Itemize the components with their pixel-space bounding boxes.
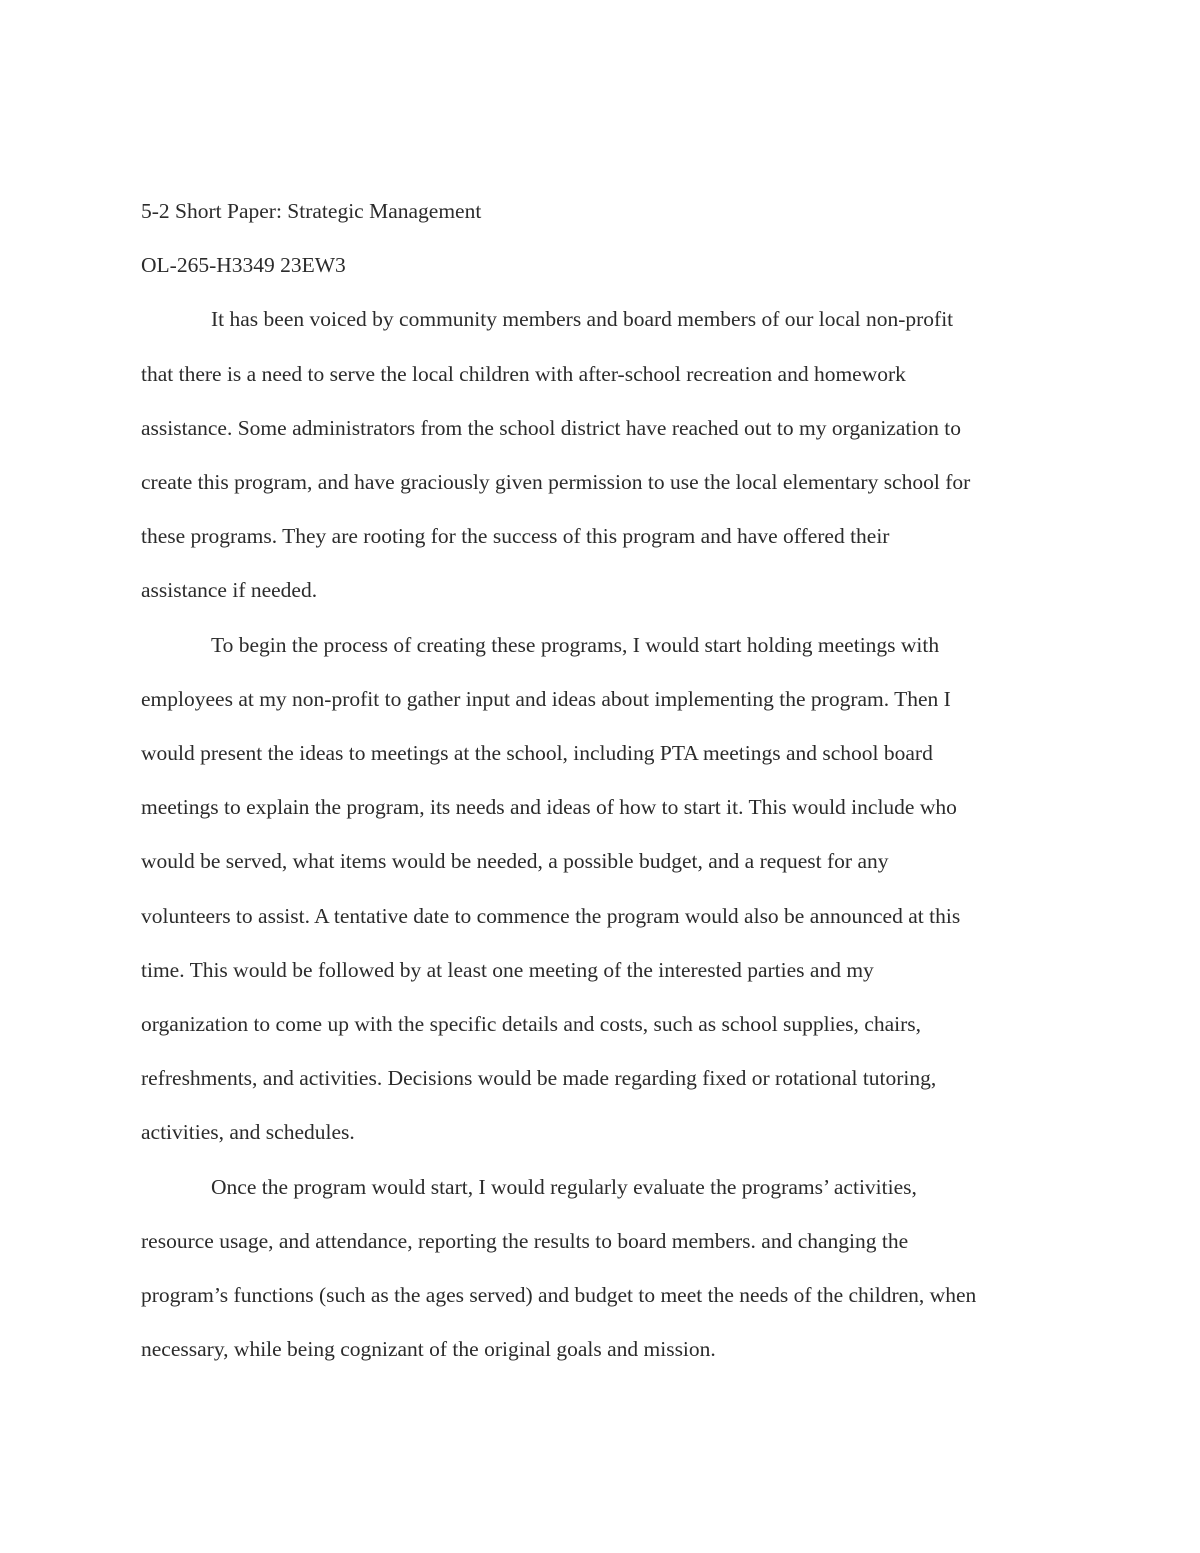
paragraph-line: these programs. They are rooting for the success of this program and have offered their [141,524,890,549]
paragraph-line: volunteers to assist. A tentative date to commence the program would also be announced at this [141,903,961,928]
paragraph-line: resource usage, and attendance, reporting the results to board members. and changing the [141,1228,909,1253]
paragraph-1 [141,292,1061,617]
paper-title: 5-2 Short Paper: Strategic Management [141,199,482,223]
paragraph-line: employees at my non-profit to gather input and ideas about implementing the program. Then I [141,686,951,711]
paragraph-line: would be served, what items would be needed, a possible budget, and a request for any [141,849,889,874]
paragraph-line: Once the program would start, I would regularly evaluate the programs’ activities, [211,1174,917,1199]
paragraph-line: would present the ideas to meetings at the school, including PTA meetings and school board [141,741,933,766]
paragraph-2 [141,618,1061,1160]
paragraph-line: refreshments, and activities. Decisions would be made regarding fixed or rotational tutoring, [141,1066,937,1091]
paragraph-3 [141,1160,1061,1377]
paragraph-line: assistance. Some administrators from the school district have reached out to my organization to [141,415,961,440]
paragraph-line: To begin the process of creating these programs, I would start holding meetings with [211,632,940,657]
paragraph-line: organization to come up with the specific details and costs, such as school supplies, chairs, [141,1012,921,1037]
paragraph-line: assistance if needed. [141,578,318,603]
document-body [141,184,1061,1376]
paragraph-line: activities, and schedules. [141,1120,355,1145]
paragraph-line: It has been voiced by community members and board members of our local non-profit [211,307,954,332]
paragraph-line: program’s functions (such as the ages served) and budget to meet the needs of the children, when [141,1283,977,1308]
course-code: OL-265-H3349 23EW3 [141,253,346,278]
paragraph-line: necessary, while being cognizant of the original goals and mission. [141,1337,716,1362]
paragraph-line: time. This would be followed by at least one meeting of the interested parties and my [141,957,874,982]
paragraph-line: meetings to explain the program, its needs and ideas of how to start it. This would include who [141,795,957,820]
paragraph-line: create this program, and have graciously given permission to use the local elementary school for [141,470,971,495]
paragraph-line: that there is a need to serve the local children with after-school recreation and homework [141,361,906,386]
